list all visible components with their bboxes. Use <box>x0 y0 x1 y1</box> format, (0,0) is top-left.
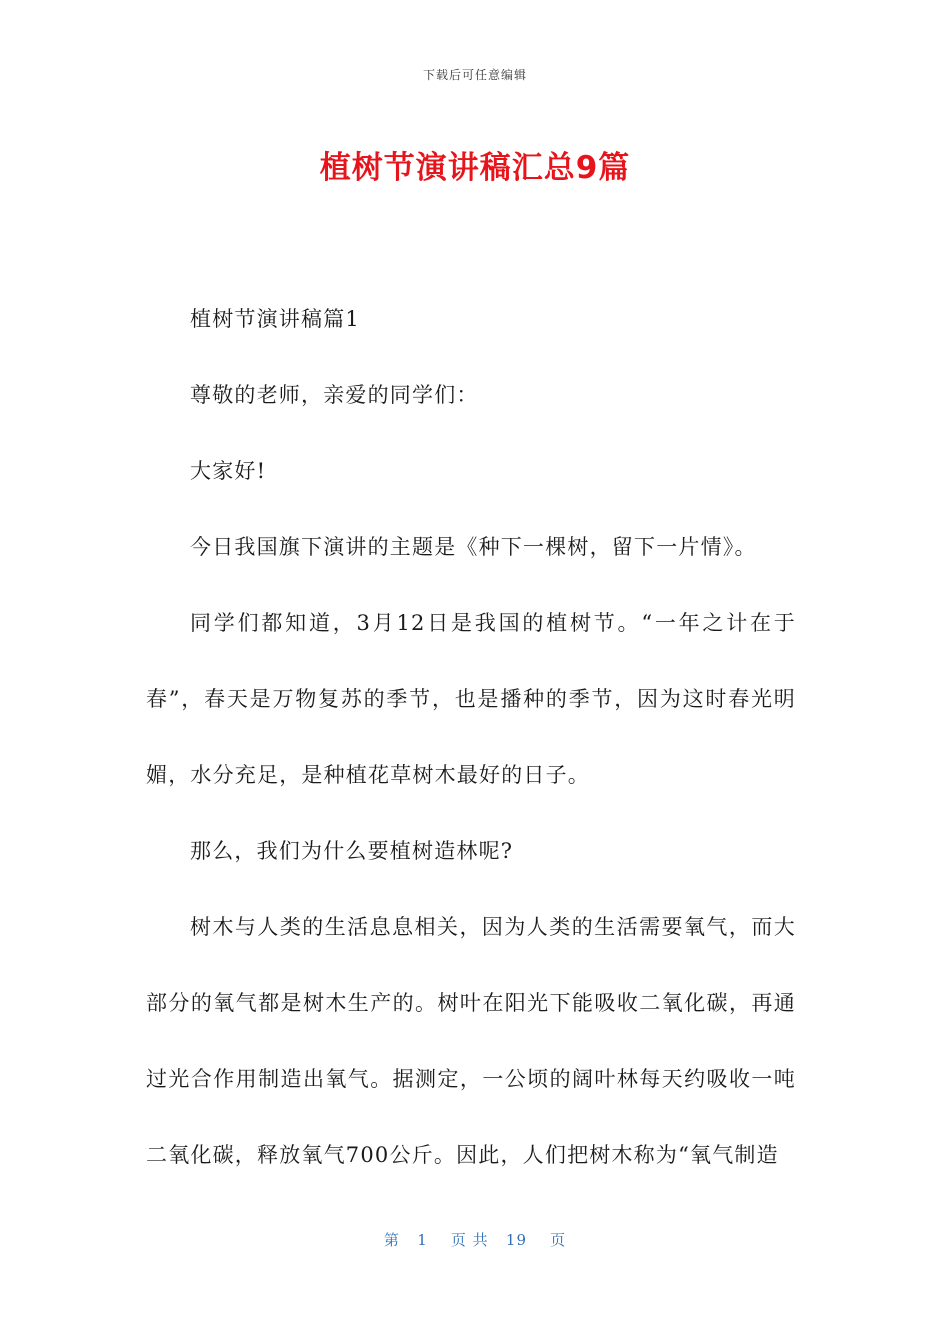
footer-middle: 页 共 <box>450 1231 489 1249</box>
document-title: 植树节演讲稿汇总9篇 <box>319 150 631 186</box>
footer-page-number: 1 <box>417 1231 428 1249</box>
paragraph-question: 那么，我们为什么要植树造林呢? <box>190 839 514 863</box>
paragraph-heading: 植树节演讲稿篇1 <box>190 307 360 331</box>
header-note: 下载后可任意编辑 <box>422 68 527 82</box>
paragraph-salutation: 尊敬的老师，亲爱的同学们： <box>190 383 479 407</box>
paragraph-greeting: 大家好! <box>190 459 267 483</box>
paragraph-arbor-day: 同学们都知道，3月12日是我国的植树节。“一年之计在于春”，春天是万物复苏的季节，也是播种的季节，因为这时春光明媚，水分充足，是种植花草树木最好的日子。 <box>146 611 796 787</box>
document-body <box>146 281 796 1193</box>
page-footer <box>0 1229 950 1250</box>
footer-total-pages: 19 <box>505 1231 528 1249</box>
paragraph-oxygen: 树木与人类的生活息息相关，因为人类的生活需要氧气，而大部分的氧气都是树木生产的。树叶在阳光下能吸收二氧化碳，再通过光合作用制造出氧气。据测定，一公顷的阔叶林每天约吸收一吨二氧化碳，释放氧气700公斤。因此，人们把树木称为“氧气制造 <box>146 915 796 1167</box>
paragraph-topic: 今日我国旗下演讲的主题是《种下一棵树，留下一片情》。 <box>190 535 757 559</box>
footer-prefix: 第 <box>383 1231 400 1249</box>
footer-suffix: 页 <box>550 1231 567 1249</box>
